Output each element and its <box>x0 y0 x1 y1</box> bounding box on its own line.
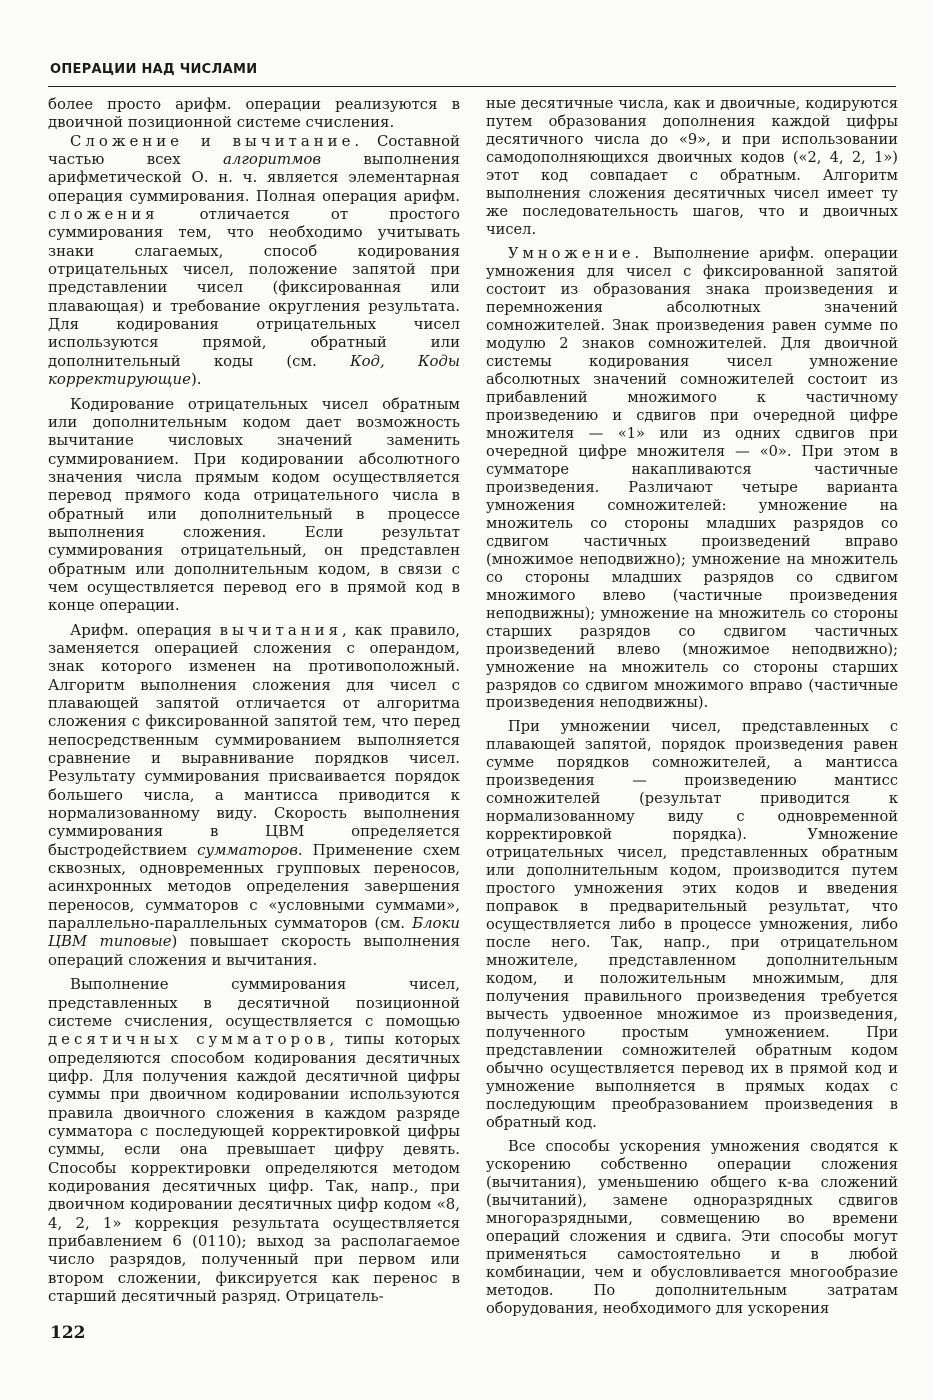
term-decimal-adders: десятичных сумматоров <box>48 1030 330 1049</box>
cross-ref-cvm-blocks: Блоки ЦВМ типовые <box>48 914 460 951</box>
term-subtraction: вычитания <box>219 620 343 639</box>
left-p2-text-d: ). <box>190 370 202 389</box>
left-p4-text-b: , как правило, заменяется операцией сложения с операндом, знак которого изменен на противоположный. Алгоритм выполнения сложения для чисел с плавающей запятой отличается от алгоритма сложения с фиксированной запятой тем, что перед непосредственным суммированием выполняется сравнение и выравнивание порядков чисел. Результату суммирования присваивается порядок большего числа, а мантисса приводится к нормализованному виду. Скорость выполнения суммирования в ЦВМ определяется быстродействием <box>48 620 460 859</box>
right-p2-text: Выполнение арифм. операции умножения для чисел с фиксированной запятой состоит из образования знака произведения и перемножения абсолютных значений сомножителей. Знак произведения равен сумме по модулю 2 знаков сомножителей. Для двоичной системы кодирования чисел умножение абсолютных значений сомножителей состоит из прибавлений множимого к частичному произведению и сдвигов при очередной цифре множителя — «1» или из одних сдвигов при очередной цифре множителя — «0». При этом в сумматоре накапливаются частичные произведения. Различают четыре варианта умножения сомножителей: умножение на множитель со стороны младших разрядов со сдвигом частичных произведений вправо (множимое неподвижно); умножение на множитель со стороны младших разрядов со сдвигом множимого влево (частичные произведения неподвижны); умножение на множитель со стороны старших разрядов со сдвигом частичных произведений влево (множимое неподвижно); умножение на множитель со стороны старших разрядов со сдвигом множимого вправо (частичные произведения неподвижны). <box>486 244 898 712</box>
term-addition: сложения <box>48 205 159 224</box>
left-p2-text-b: выполнения арифметической О. н. ч. является элементарная операция суммирования. Полная операция арифм. <box>48 150 460 205</box>
header-rule <box>48 86 896 87</box>
left-p4-text-a: Арифм. операция <box>70 620 220 639</box>
left-p4-text-c: . Применение схем сквозных, одновременных групповых переносов, асинхронных методов определения завершения переносов, сумматоров с «условными суммами», параллельно-параллельных сумматоров (см. <box>48 840 460 933</box>
right-p3-text: При умножении чисел, представленных с плавающей запятой, порядок произведения равен сумме порядков сомножителей, а мантисса произведения — произведению мантисс сомножителей (результат приводится к нормализованному виду с одновременной корректировкой порядка). Умножение отрицательных чисел, представленных обратным или дополнительным кодом, производится путем простого умножения этих кодов и введения поправок в предварительный результат, что осуществляется либо в процессе умножения, либо после него. Так, напр., при отрицательном множителе, представленном дополнительным кодом, и положительным множимым, для получения правильного произведения требуется вычесть удвоенное множимое из произведения, полученного простым умножением. При представлении сомножителей обратным кодом обычно осуществляется перевод их в прямой код и умножение выполняется в прямых кодах с последующим преобразованием произведения в обратный код. <box>486 718 898 1132</box>
right-p4-text: Все способы ускорения умножения сводятся к ускорению собственно операции сложения (вычитания), уменьшению общего к-ва сложений (вычитаний), замене одноразрядных сдвигов многоразрядными, совмещению во времени операций сложения и сдвига. Эти способы могут применяться самостоятельно и в любой комбинации, чем и обусловливается многообразие методов. По дополнительным затратам оборудования, необходимого для ускорения <box>486 1138 898 1317</box>
cross-ref-algorithms: алгоритмов <box>223 150 322 169</box>
page-number: 122 <box>50 1323 86 1343</box>
right-paragraph-2 <box>486 245 898 713</box>
right-paragraph-1 <box>486 95 898 239</box>
right-paragraph-4 <box>486 1138 898 1318</box>
left-p5-text-a: Выполнение суммирования чисел, представленных в десятичной позиционной системе счисления, осуществляется с помощью <box>48 975 460 1030</box>
left-p2-text-a: Составной частью всех <box>48 131 460 169</box>
left-p4-text-d: ) повышает скорость выполнения операций сложения и вычитания. <box>48 932 461 969</box>
left-p5-text-b: , типы которых определяются способом кодирования десятичных цифр. Для получения каждой десятичной цифры суммы при двоичном кодировании используются правила двоичного сложения в каждом разряде сумматора с последующей корректировкой цифры суммы, если она превышает цифру девять. Способы корректировки определяются методом кодирования десятичных цифр. Так, напр., при двоичном кодировании десятичных цифр кодом «8, 4, 2, 1» коррекция результата осуществляется прибавлением 6 (0110); выход за располагаемое число разрядов, полученный при первом или втором сложении, фиксируется как перенос в старший десятичный разряд. Отрицатель- <box>48 1030 460 1305</box>
right-paragraph-3 <box>486 718 898 1132</box>
running-header: ОПЕРАЦИИ НАД ЧИСЛАМИ <box>50 62 258 77</box>
left-p3-text: Кодирование отрицательных чисел обратным или дополнительным кодом дает возможность вычитание числовых значений заменить суммированием. При кодировании абсолютного значения числа прямым кодом осуществляется перевод прямого кода отрицательного числа в обратный или дополнительный в процессе выполнения сложения. Если результат суммирования отрицательный, он представлен обратным или дополнительным кодом, в связи с чем осуществляется перевод его в прямой код в конце операции. <box>48 394 460 615</box>
left-p1-text: более просто арифм. операции реализуются в двоичной позиционной системе счисления. <box>48 95 460 132</box>
right-column <box>486 95 898 1318</box>
left-paragraph-3 <box>48 395 460 615</box>
left-paragraph-1 <box>48 95 460 132</box>
cross-ref-codes: Код, Коды корректирующие <box>48 351 460 389</box>
section-heading-multiplication: Умножение. <box>508 244 644 262</box>
left-paragraph-4 <box>48 621 460 970</box>
left-paragraph-5 <box>48 975 460 1305</box>
cross-ref-adders: сумматоров <box>197 840 298 859</box>
right-p1-text: ные десятичные числа, как и двоичные, кодируются путем образования дополнения каждой цифры десятичного числа до «9», и при использовании самодополняющихся двоичных кодов («2, 4, 2, 1») этот код совпадает с обратным. Алгоритм выполнения сложения десятичных чисел имеет ту же последовательность шагов, что и двоичных чисел. <box>486 95 898 238</box>
left-paragraph-2 <box>48 132 460 389</box>
section-heading-addition-subtraction: Сложение и вычитание. <box>70 131 364 150</box>
left-column <box>48 95 460 1305</box>
left-p2-text-c: отличается от простого суммирования тем, что необходимо учитывать знаки слагаемых, способ кодирования отрицательных чисел, положение запятой при представлении чисел (фиксированная или плавающая) и требование округления результата. Для кодирования отрицательных чисел используются прямой, обратный или дополнительный коды (см. <box>48 205 460 370</box>
